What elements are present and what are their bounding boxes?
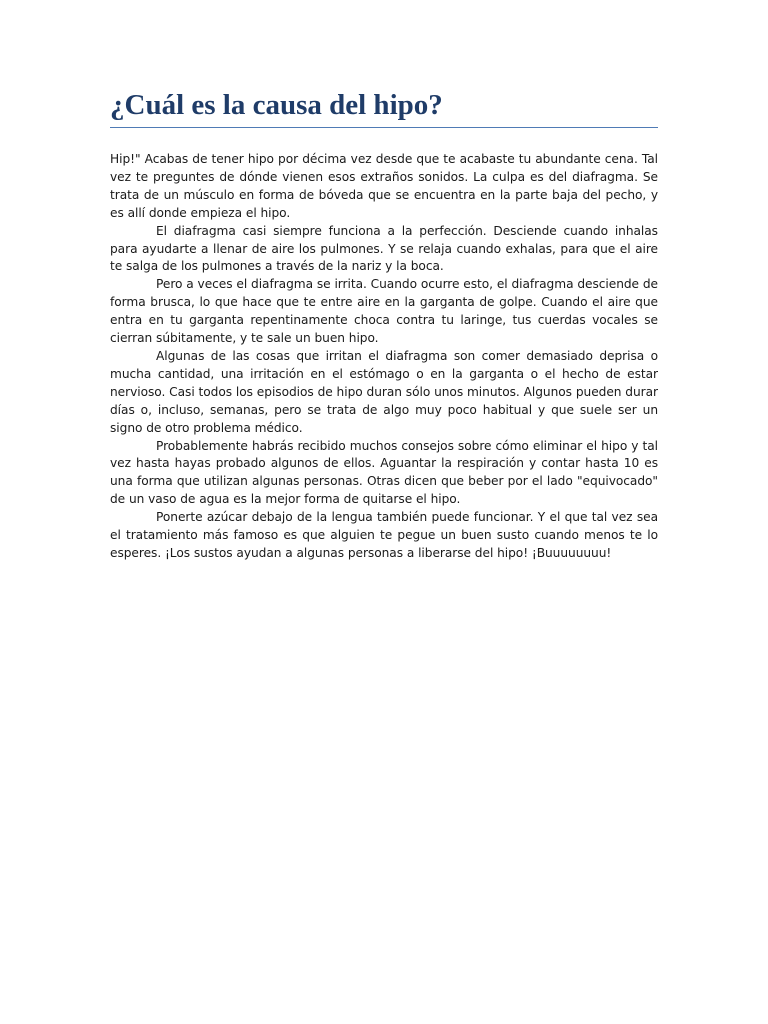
paragraph: El diafragma casi siempre funciona a la perfección. Desciende cuando inhalas para ayudarte a llenar de aire los pulmones. Y se relaja cuando exhalas, para que el aire te salga de los pulmones a través de la nariz y la boca. (110, 223, 658, 274)
document-title: ¿Cuál es la causa del hipo? (110, 88, 658, 128)
document-page (110, 88, 658, 563)
document-body (110, 151, 658, 563)
paragraph: Probablemente habrás recibido muchos consejos sobre cómo eliminar el hipo y tal vez hasta hayas probado algunos de ellos. Aguantar la respiración y contar hasta 10 es una forma que utilizan algunas personas. Otras dicen que beber por el lado "equivocado" de un vaso de agua es la mejor forma de quitarse el hipo. (110, 438, 658, 507)
paragraph: Ponerte azúcar debajo de la lengua también puede funcionar. Y el que tal vez sea el tratamiento más famoso es que alguien te pegue un buen susto cuando menos te lo esperes. ¡Los sustos ayudan a algunas personas a liberarse del hipo! ¡Buuuuuuuu! (110, 510, 658, 560)
paragraph: Hip!" Acabas de tener hipo por décima vez desde que te acabaste tu abundante cena. Tal vez te preguntes de dónde vienen esos extraños sonidos. La culpa es del diafragma. Se trata de un músculo en forma de bóveda que se encuentra en la parte baja del pecho, y es allí donde empieza el hipo. (110, 152, 658, 220)
paragraph: Pero a veces el diafragma se irrita. Cuando ocurre esto, el diafragma desciende de forma brusca, lo que hace que te entre aire en la garganta de golpe. Cuando el aire que entra en tu garganta repentinamente choca contra tu laringe, tus cuerdas vocales se cierran súbitamente, y te sale un buen hipo. (110, 277, 658, 346)
paragraph: Algunas de las cosas que irritan el diafragma son comer demasiado deprisa o mucha cantidad, una irritación en el estómago o en la garganta o el hecho de estar nervioso. Casi todos los episodios de hipo duran sólo unos minutos. Algunos pueden durar días o, incluso, semanas, pero se trata de algo muy poco habitual y que suele ser un signo de otro problema médico. (110, 348, 658, 435)
